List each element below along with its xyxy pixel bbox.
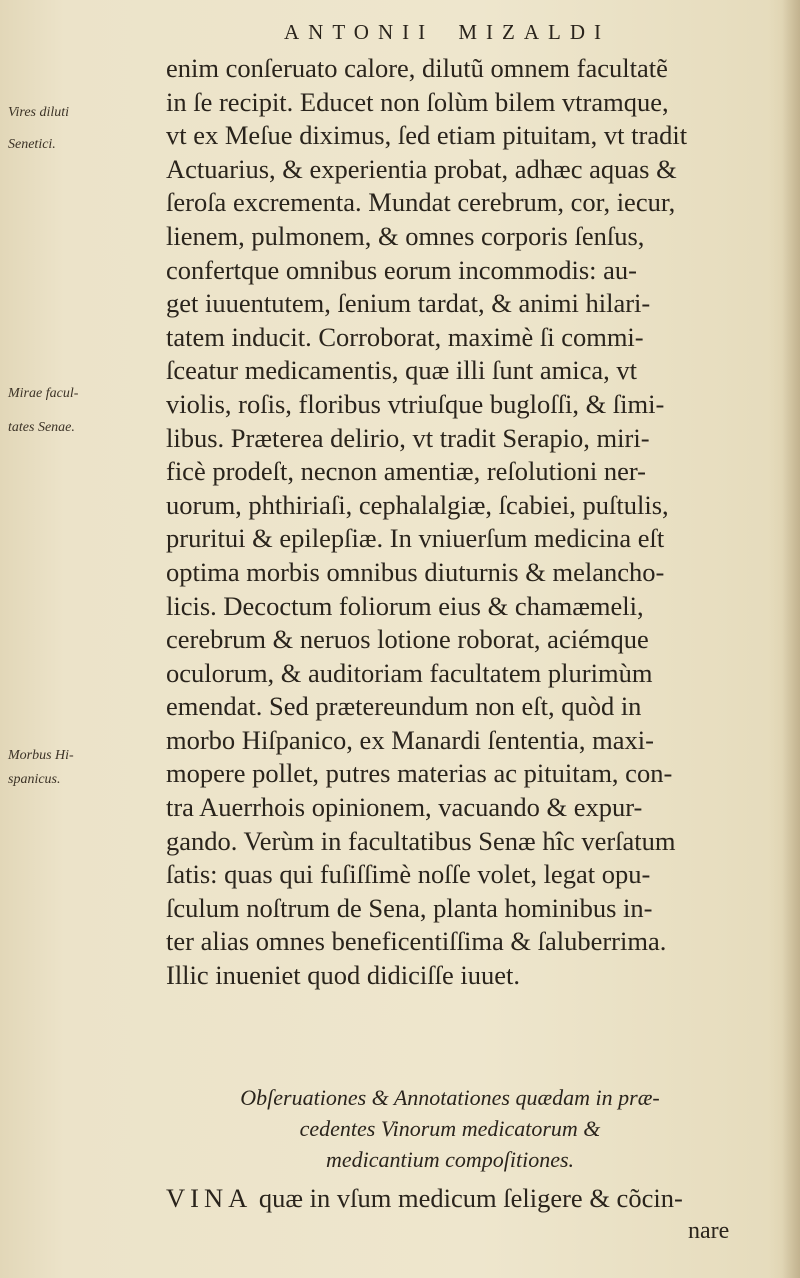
text-line: ficè prodeſt, necnon amentiæ, reſolutioni ner- — [166, 456, 646, 487]
text-line: ſceatur medicamentis, quæ illi ſunt amica, vt — [166, 355, 637, 386]
text-line: vt ex Meſue diximus, ſed etiam pituitam, vt tradit — [166, 120, 688, 151]
text-line: licis. Decoctum foliorum eius & chamæmeli, — [166, 590, 644, 621]
text-line: tra Auerrhois opinionem, vacuando & expur- — [166, 792, 643, 823]
text-line: confertque omnibus eorum incommodis: au- — [166, 254, 638, 285]
text-line: ter alias omnes beneficentiſſima & ſaluberrima. — [166, 926, 667, 957]
text-line: ſatis: quas qui fuſiſſimè noſſe volet, legat opu- — [166, 859, 651, 890]
marginal-note: Vires diluti — [8, 105, 70, 120]
running-header — [284, 20, 620, 45]
marginal-note: Morbus Hi- — [8, 748, 74, 763]
section-heading — [200, 1082, 700, 1175]
text-line: get iuuentutem, ſenium tardat, & animi hilari- — [166, 288, 651, 319]
text-line: emendat. Sed prætereundum non eſt, quòd in — [166, 691, 642, 722]
text-line: libus. Præterea delirio, vt tradit Serapio, miri- — [166, 422, 650, 453]
text-line: mopere pollet, putres materias ac pituitam, con- — [166, 758, 673, 789]
heading-line: cedentes Vinorum medicatorum & — [299, 1116, 601, 1141]
text-line: ſculum noſtrum de Sena, planta hominibus in- — [166, 892, 653, 923]
header-author: ANTONII — [284, 20, 435, 44]
closing-line — [166, 1182, 683, 1216]
marginal-note: Senetici. — [8, 137, 56, 152]
text-line: pruritui & epilepſiæ. In vniuerſum medicina eſt — [166, 523, 665, 554]
marginal-note: tates Senae. — [8, 420, 75, 435]
heading-line: medicantium compoſitiones. — [325, 1147, 575, 1172]
text-line: cerebrum & neruos lotione roborat, aciémque — [166, 624, 649, 655]
text-line: morbo Hiſpanico, ex Manardi ſententia, maxi- — [166, 724, 654, 755]
text-line: Illic inueniet quod didiciſſe iuuet. — [166, 960, 520, 991]
text-line: tatem inducit. Corroborat, maximè ſi commi- — [166, 321, 644, 352]
text-line: enim conſeruato calore, dilutũ omnem facultatẽ — [166, 53, 668, 83]
page-edge-shadow — [782, 0, 800, 1278]
text-line: oculorum, & auditoriam facultatem plurimùm — [166, 657, 653, 688]
body-text — [166, 52, 766, 993]
text-line: gando. Verùm in facultatibus Senæ hîc verſatum — [166, 825, 676, 856]
text-line: Actuarius, & experientia probat, adhæc aquas & — [166, 153, 677, 184]
marginal-note: Mirae facul- — [8, 386, 79, 401]
marginal-note: spanicus. — [8, 772, 61, 787]
heading-line: Obſeruationes & Annotationes quædam in præ- — [240, 1085, 660, 1110]
text-line: violis, roſis, floribus vtriuſque bugloſſi, & ſimi- — [166, 388, 665, 419]
catchword: nare — [688, 1218, 730, 1244]
text-line: uorum, phthiriaſi, cephalalgiæ, ſcabiei, puſtulis, — [166, 489, 669, 520]
text-line: optima morbis omnibus diuturnis & melancho- — [166, 556, 665, 587]
text-line: in ſe recipit. Educet non ſolùm bilem vtramque, — [166, 86, 669, 117]
header-name: MIZALDI — [458, 20, 611, 44]
initial-word: VINA — [166, 1183, 253, 1213]
text-line: lienem, pulmonem, & omnes corporis ſenſus, — [166, 220, 645, 251]
closing-text: quæ in vſum medicum ſeligere & cõcin- — [258, 1183, 683, 1213]
text-line: ſeroſa excrementa. Mundat cerebrum, cor, iecur, — [166, 187, 676, 218]
